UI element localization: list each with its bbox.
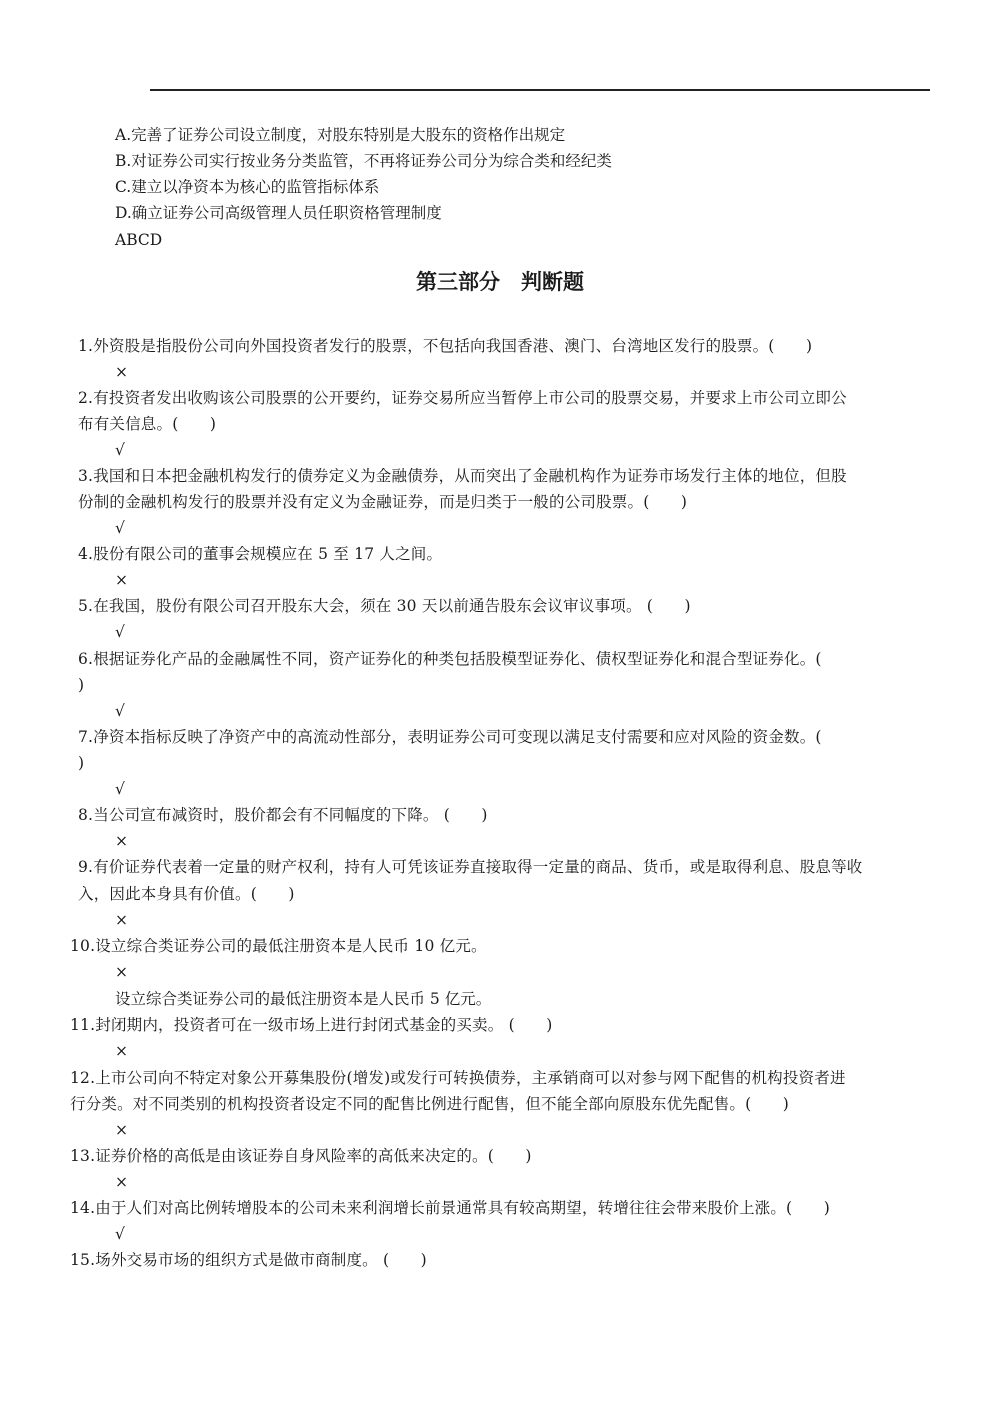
answer-text: ABCD xyxy=(115,231,163,249)
question-4-line-1: 4.股份有限公司的董事会规模应在 5 至 17 人之间。 xyxy=(78,545,443,563)
question-1-answer: × xyxy=(115,363,128,381)
question-8-line-1: 8.当公司宣布减资时，股价都会有不同幅度的下降。 ( ) xyxy=(78,806,488,824)
question-2-answer: √ xyxy=(115,441,125,459)
question-3-answer: √ xyxy=(115,519,125,537)
question-12-line-1: 12.上市公司向不特定对象公开募集股份(增发)或发行可转换债券，主承销商可以对参与网下配售的机构投资者进 xyxy=(70,1069,846,1087)
question-7-answer: √ xyxy=(115,780,125,798)
question-9-answer: × xyxy=(115,911,128,929)
question-10-line-1: 10.设立综合类证券公司的最低注册资本是人民币 10 亿元。 xyxy=(70,937,487,955)
question-13-line-1: 13.证券价格的高低是由该证券自身风险率的高低来决定的。( ) xyxy=(70,1147,532,1165)
question-7-line-1: 7.净资本指标反映了净资产中的高流动性部分，表明证券公司可变现以满足支付需要和应对风险的资金数。( xyxy=(78,728,822,746)
question-14-answer: √ xyxy=(115,1225,125,1243)
question-15-line-1: 15.场外交易市场的组织方式是做市商制度。 ( ) xyxy=(70,1251,427,1269)
option-d: D.确立证券公司高级管理人员任职资格管理制度 xyxy=(115,204,442,222)
question-11-answer: × xyxy=(115,1042,128,1060)
question-8-answer: × xyxy=(115,832,128,850)
question-3-line-1: 3.我国和日本把金融机构发行的债券定义为金融债券，从而突出了金融机构作为证券市场发行主体的地位，但股 xyxy=(78,467,847,485)
option-b: B.对证券公司实行按业务分类监管，不再将证券公司分为综合类和经纪类 xyxy=(115,152,612,170)
question-12-answer: × xyxy=(115,1121,128,1139)
question-9-line-1: 9.有价证券代表着一定量的财产权利，持有人可凭该证券直接取得一定量的商品、货币，或是取得利息、股息等收 xyxy=(78,858,863,876)
question-3-line-2: 份制的金融机构发行的股票并没有定义为金融证券，而是归类于一般的公司股票。( ) xyxy=(78,493,688,511)
option-c: C.建立以净资本为核心的监管指标体系 xyxy=(115,178,380,196)
question-6-answer: √ xyxy=(115,702,125,720)
question-10-note: 设立综合类证券公司的最低注册资本是人民币 5 亿元。 xyxy=(115,990,492,1008)
question-2-line-2: 布有关信息。( ) xyxy=(78,415,217,433)
question-4-answer: × xyxy=(115,571,128,589)
section-title: 第三部分 判断题 xyxy=(416,269,584,294)
question-5-line-1: 5.在我国，股份有限公司召开股东大会，须在 30 天以前通告股东会议审议事项。 ( ) xyxy=(78,597,691,615)
question-10-answer: × xyxy=(115,963,128,981)
option-a: A.完善了证券公司设立制度，对股东特别是大股东的资格作出规定 xyxy=(115,126,566,144)
question-14-line-1: 14.由于人们对高比例转增股本的公司未来利润增长前景通常具有较高期望，转增往往会带来股价上涨。( ) xyxy=(70,1199,830,1217)
question-9-line-2: 入，因此本身具有价值。( ) xyxy=(78,885,295,903)
question-13-answer: × xyxy=(115,1173,128,1191)
question-6-line-1: 6.根据证券化产品的金融属性不同，资产证券化的种类包括股模型证券化、债权型证券化和混合型证券化。( xyxy=(78,650,822,668)
question-2-line-1: 2.有投资者发出收购该公司股票的公开要约，证券交易所应当暂停上市公司的股票交易，并要求上市公司立即公 xyxy=(78,389,847,407)
question-5-answer: √ xyxy=(115,623,125,641)
question-12-line-2: 行分类。对不同类别的机构投资者设定不同的配售比例进行配售，但不能全部向原股东优先配售。( ) xyxy=(70,1095,789,1113)
question-11-line-1: 11.封闭期内，投资者可在一级市场上进行封闭式基金的买卖。 ( ) xyxy=(70,1016,553,1034)
question-7-line-2: ) xyxy=(78,754,85,772)
question-6-line-2: ) xyxy=(78,676,85,694)
question-1-line-1: 1.外资股是指股份公司向外国投资者发行的股票，不包括向我国香港、澳门、台湾地区发行的股票。( ) xyxy=(78,337,813,355)
header-rule xyxy=(150,89,930,91)
